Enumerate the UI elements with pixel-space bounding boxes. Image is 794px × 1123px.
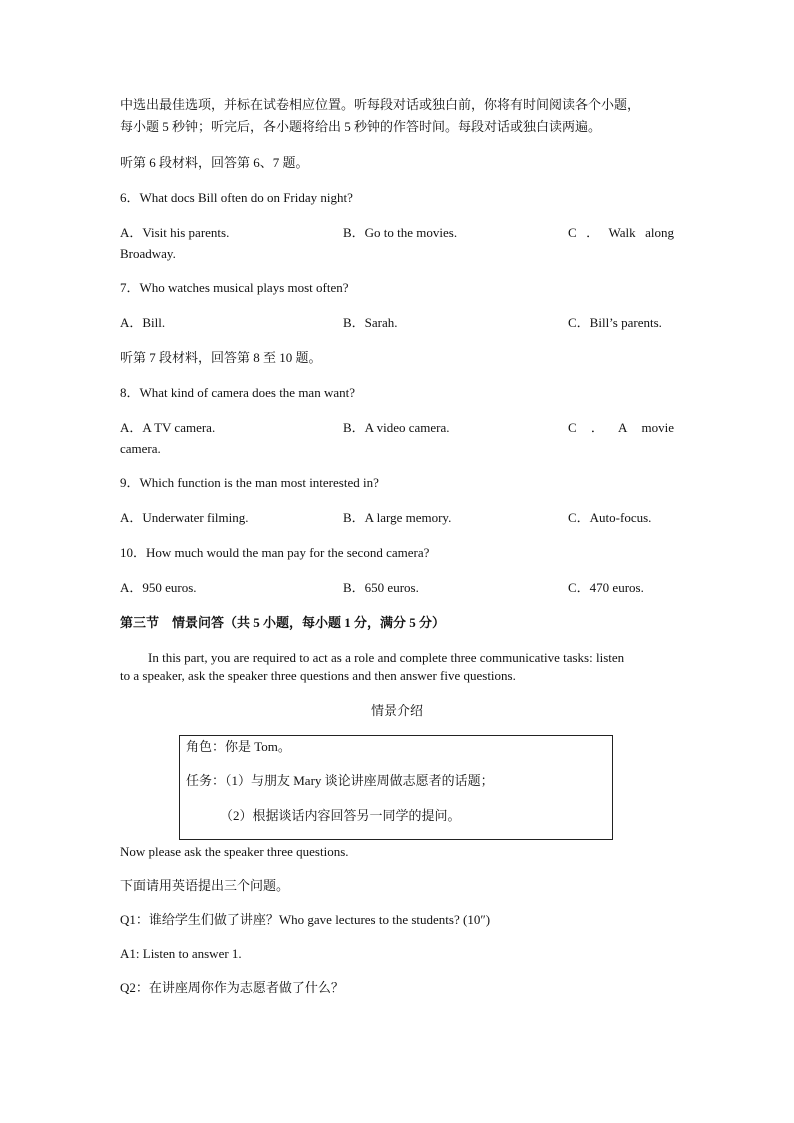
task-line: 任务：（1）与朋友 Mary 谈论讲座周做志愿者的话题； xyxy=(186,773,494,788)
part-3-instruction-line-1: In this part, you are required to act as a role and complete three communicative tasks: listen xyxy=(148,650,625,665)
q8-option-a: A．A TV camera. xyxy=(120,420,216,435)
q8-option-c-letter: C xyxy=(568,420,577,435)
q6-option-c-letter: C xyxy=(568,225,577,240)
question-8: 8．What kind of camera does the man want? xyxy=(120,385,355,400)
q8-option-c-word1: A xyxy=(617,420,628,435)
q7-option-c: C．Bill’s parents. xyxy=(568,315,662,330)
question-q2: Q2：在讲座周你作为志愿者做了什么？ xyxy=(120,980,344,995)
answer-a1: A1: Listen to answer 1. xyxy=(120,946,242,961)
q6-option-a: A．Visit his parents. xyxy=(120,225,230,240)
q7-option-a: A．Bill. xyxy=(120,315,166,330)
q10-option-c: C．470 euros. xyxy=(568,580,644,595)
part-3-title: 第三节 情景问答（共 5 小题，每小题 1 分，满分 5 分） xyxy=(120,615,446,630)
q6-option-b: B．Go to the movies. xyxy=(343,225,458,240)
q8-option-b: B．A video camera. xyxy=(343,420,450,435)
ask-instruction-en: Now please ask the speaker three questions. xyxy=(120,844,349,859)
q9-option-c: C．Auto-focus. xyxy=(568,510,652,525)
question-q1: Q1：谁给学生们做了讲座？Who gave lectures to the students? (10″) xyxy=(120,912,491,927)
question-7: 7．Who watches musical plays most often? xyxy=(120,280,349,295)
scene-intro-box xyxy=(179,735,613,840)
intro-line-1: 中选出最佳选项，并标在试卷相应位置。听每段对话或独白前，你将有时间阅读各个小题， xyxy=(120,97,641,112)
q8-option-c xyxy=(568,419,674,437)
part-3-instruction-line-2: to a speaker, ask the speaker three questions and then answer five questions. xyxy=(120,668,516,683)
section-7-heading: 听第 7 段材料，回答第 8 至 10 题。 xyxy=(120,350,322,365)
q6-option-c xyxy=(568,224,674,242)
q10-option-a: A．950 euros. xyxy=(120,580,197,595)
q8-option-c-dot: ． xyxy=(590,420,604,435)
question-10: 10．How much would the man pay for the second camera? xyxy=(120,545,430,560)
q9-option-b: B．A large memory. xyxy=(343,510,452,525)
intro-line-2: 每小题 5 秒钟；听完后，各小题将给出 5 秒钟的作答时间。每段对话或独白读两遍。 xyxy=(120,119,602,134)
q10-option-b: B．650 euros. xyxy=(343,580,419,595)
q8-option-c-continued: camera. xyxy=(120,441,161,456)
q6-option-c-dot: ． xyxy=(586,225,600,240)
scene-intro-title: 情景介绍 xyxy=(370,703,423,718)
q9-option-a: A．Underwater filming. xyxy=(120,510,249,525)
q7-option-b: B．Sarah. xyxy=(343,315,398,330)
q6-option-c-word1: Walk xyxy=(608,225,636,240)
section-6-heading: 听第 6 段材料，回答第 6、7 题。 xyxy=(120,155,309,170)
question-9: 9．Which function is the man most interested in? xyxy=(120,475,379,490)
q6-option-c-word2: along xyxy=(645,225,674,240)
ask-instruction-cn: 下面请用英语提出三个问题。 xyxy=(120,878,290,893)
role-line: 角色：你是 Tom。 xyxy=(186,739,291,754)
q8-option-c-word2: movie xyxy=(641,420,674,435)
task-line-2: （2）根据谈话内容回答另一同学的提问。 xyxy=(220,808,461,823)
question-6: 6．What docs Bill often do on Friday night? xyxy=(120,190,353,205)
q6-option-c-continued: Broadway. xyxy=(120,246,176,261)
